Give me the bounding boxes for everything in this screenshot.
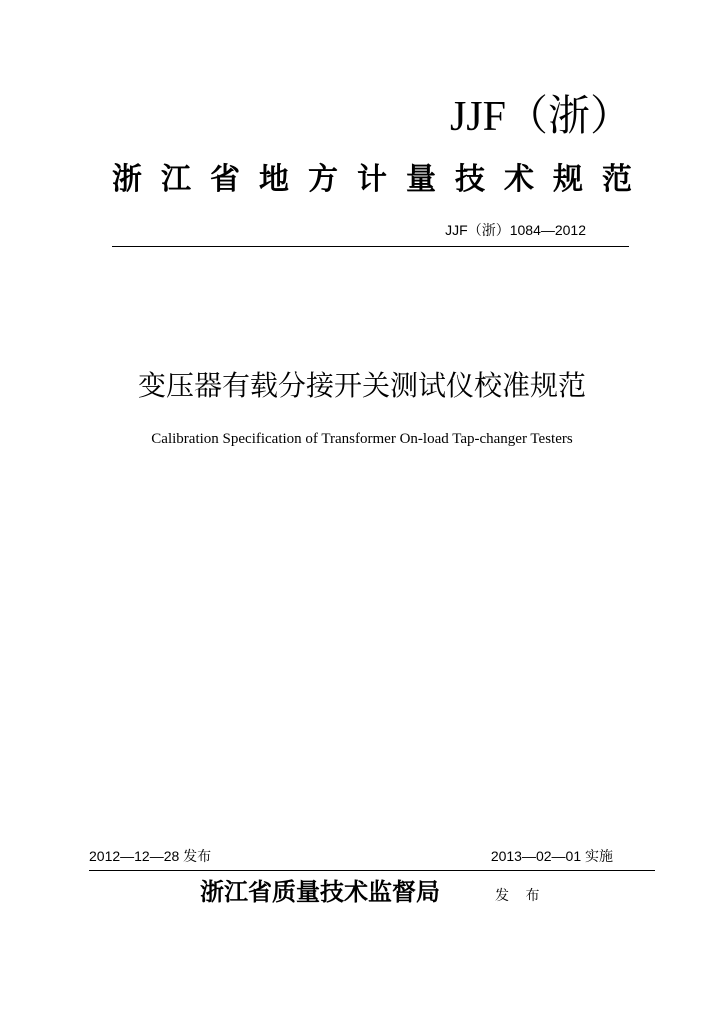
footer-divider: [89, 870, 655, 871]
series-title: 浙江省地方计量技术规范: [112, 162, 651, 197]
standard-code: JJF（浙）: [449, 94, 632, 140]
publish-label: 发 布: [495, 888, 546, 904]
document-title-chinese: 变压器有载分接开关测试仪校准规范: [137, 369, 586, 402]
document-title-english: Calibration Specification of Transformer On-load Tap-changer Testers: [151, 431, 573, 447]
header-divider: [112, 246, 629, 247]
publisher-name: 浙江省质量技术监督局: [200, 878, 440, 906]
issue-date: 2012—12—28 发布: [89, 848, 212, 864]
document-number: JJF（浙）1084—2012: [445, 222, 586, 238]
effective-date: 2013—02—01 实施: [490, 848, 613, 864]
